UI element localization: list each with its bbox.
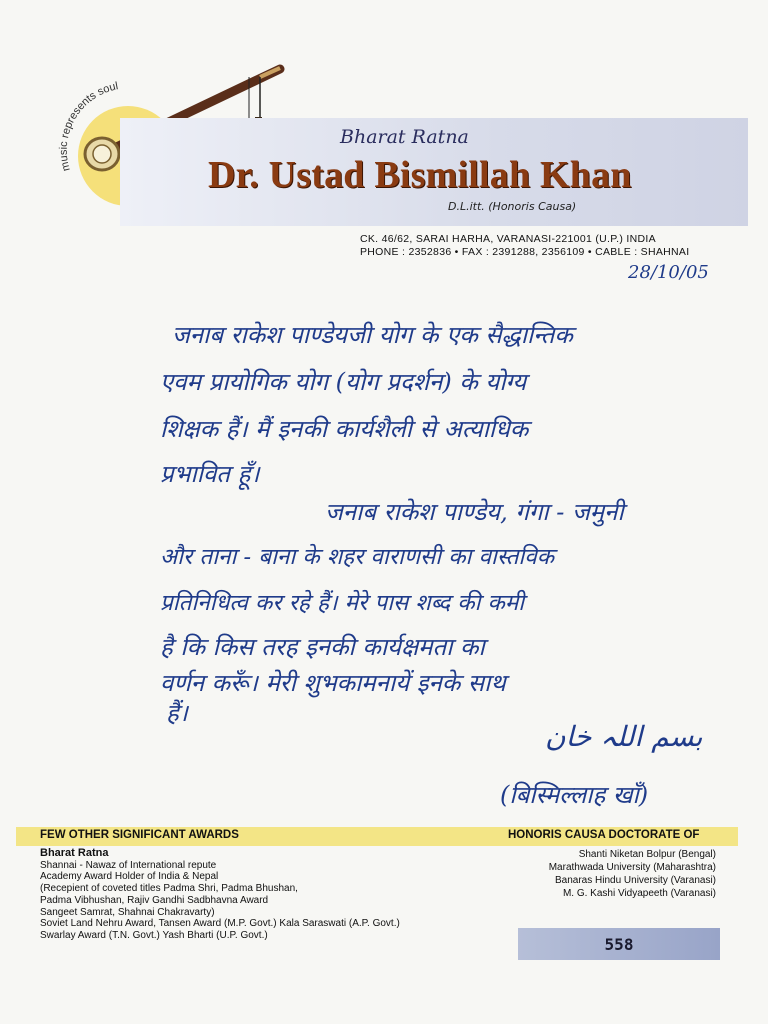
letter-date: 28/10/05 bbox=[628, 262, 709, 283]
signature: بسم اللہ خان bbox=[545, 720, 703, 753]
signature-name: (बिस्मिल्लाह खाँ) bbox=[500, 781, 649, 809]
letter-line-9: वर्णन करूँ। मेरी शुभकामनायें इनके साथ bbox=[160, 669, 506, 697]
university-item: Marathwada University (Maharashtra) bbox=[548, 862, 716, 873]
degree-line: D.L.itt. (Honoris Causa) bbox=[448, 200, 577, 213]
letter-line-6: और ताना - बाना के शहर वाराणसी का वास्तविक bbox=[160, 544, 555, 570]
award-item: (Recepient of coveted titles Padma Shri, Padma Bhushan, bbox=[40, 883, 298, 895]
award-item: Padma Vibhushan, Rajiv Gandhi Sadbhavna Award bbox=[40, 894, 269, 906]
awards-title: FEW OTHER SIGNIFICANT AWARDS bbox=[40, 829, 239, 841]
honoris-title: HONORIS CAUSA DOCTORATE OF bbox=[508, 829, 700, 841]
award-item: Academy Award Holder of India & Nepal bbox=[40, 871, 219, 883]
letter-line-4: प्रभावित हूँ। bbox=[160, 460, 260, 488]
letter-line-10: हैं। bbox=[166, 699, 188, 727]
award-item: Sangeet Samrat, Shahnai Chakravarty) bbox=[40, 906, 215, 918]
award-item: Swarlay Award (T.N. Govt.) Yash Bharti (U.P. Govt.) bbox=[40, 929, 268, 941]
university-item: Shanti Niketan Bolpur (Bengal) bbox=[578, 849, 716, 860]
address-line: CK. 46/62, SARAI HARHA, VARANASI-221001 (U.P.) INDIA bbox=[360, 233, 656, 245]
letter-line-3: शिक्षक हैं। मैं इनकी कार्यशैली से अत्याधिक bbox=[160, 415, 529, 443]
awards-list bbox=[40, 848, 400, 942]
address-block bbox=[360, 233, 689, 259]
title-prefix: Bharat Ratna bbox=[340, 126, 469, 148]
page-number: 558 bbox=[518, 928, 720, 960]
award-item: Soviet Land Nehru Award, Tansen Award (M.P. Govt.) Kala Saraswati (A.P. Govt.) bbox=[40, 918, 400, 930]
letter-line-8: है कि किस तरह इनकी कार्यक्षमता का bbox=[160, 633, 485, 661]
award-item: Bharat Ratna bbox=[40, 847, 109, 859]
university-item: M. G. Kashi Vidyapeeth (Varanasi) bbox=[562, 888, 716, 899]
letter-line-1: जनाब राकेश पाण्डेयजी योग के एक सैद्धान्तिक bbox=[172, 321, 573, 349]
letter-line-2: एवम प्रायोगिक योग (योग प्रदर्शन) के योग्य bbox=[160, 368, 527, 396]
award-item: Shannai - Nawaz of International repute bbox=[40, 859, 217, 871]
letter-line-5: जनाब राकेश पाण्डेय, गंगा - जमुनी bbox=[325, 498, 624, 526]
tagline-text: music represents soul bbox=[57, 80, 120, 173]
sender-name: Dr. Ustad Bismillah Khan bbox=[208, 154, 632, 196]
university-list bbox=[549, 848, 716, 900]
contact-line: PHONE : 2352836 • FAX : 2391288, 2356109 • CABLE : SHAHNAI bbox=[360, 246, 690, 258]
letter-line-7: प्रतिनिधित्व कर रहे हैं। मेरे पास शब्द की कमी bbox=[160, 590, 525, 616]
university-item: Banaras Hindu University (Varanasi) bbox=[555, 875, 716, 886]
